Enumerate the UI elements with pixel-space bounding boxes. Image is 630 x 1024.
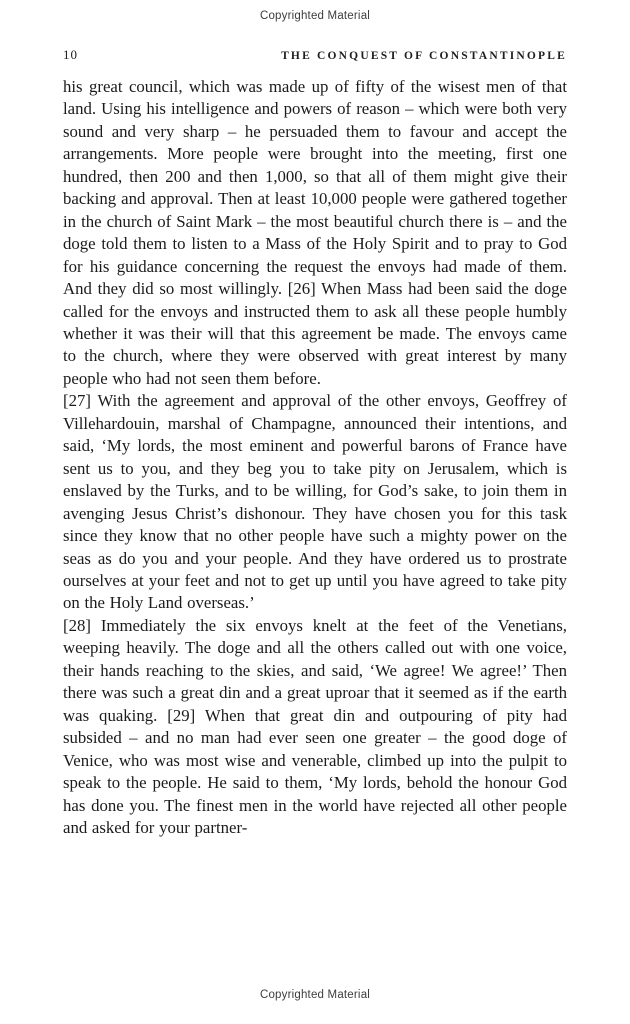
page-header xyxy=(63,47,567,63)
copyright-notice-bottom: Copyrighted Material xyxy=(259,989,371,1001)
paragraph-section-27: [27] With the agreement and approval of the other envoys, Geoffrey of Villehardouin, marshal of Champagne, announced their intentions, and said, ‘My lords, the most eminent and powerful barons of France have sent us to you, and they beg you to take pity on Jerusalem, which is enslaved by the Turks, and to be willing, for God’s sake, to join them in avenging Jesus Christ’s dishonour. They have chosen you for this task since they know that no other people have such a mighty power on the seas as do you and your people. And they have ordered us to prostrate ourselves at your feet and not to get up until you have agreed to take pity on the Holy Land overseas.’ xyxy=(63,391,567,613)
body-text xyxy=(63,76,567,839)
paragraph-continuation: his great council, which was made up of fifty of the wisest men of that land. Using his intelligence and powers of reason – which were both very sound and very sharp – he persuaded them to favour and accept the arrangements. More people were brought into the meeting, first one hundred, then 200 and then 1,000, so that all of them might give their backing and approval. Then at least 10,000 people were gathered together in the church of Saint Mark – the most beautiful church there is – and the doge told them to listen to a Mass of the Holy Spirit and to pray to God for his guidance concerning the request the envoys had made of them. And they did so most willingly. [26] When Mass had been said the doge called for the envoys and instructed them to ask all these people humbly whether it was their will that this agreement be made. The envoys came to the church, where they were observed with great interest by many people who had not seen them before. xyxy=(63,77,567,388)
page-number: 10 xyxy=(63,47,78,62)
copyright-notice-top: Copyrighted Material xyxy=(259,10,371,22)
running-title: THE CONQUEST OF CONSTANTINOPLE xyxy=(281,50,567,62)
paragraph-sections-28-29: [28] Immediately the six envoys knelt at the feet of the Venetians, weeping heavily. The doge and all the others called out with one voice, their hands reaching to the skies, and said, ‘We agree! We agree!’ Then there was such a great din and a great uproar that it seemed as if the earth was quaking. [29] When that great din and outpouring of pity had subsided – and no man had ever seen one greater – the good doge of Venice, who was most wise and venerable, climbed up into the pulpit to speak to the people. He said to them, ‘My lords, behold the honour God has done you. The finest men in the world have rejected all other people and asked for your partner- xyxy=(63,615,567,837)
